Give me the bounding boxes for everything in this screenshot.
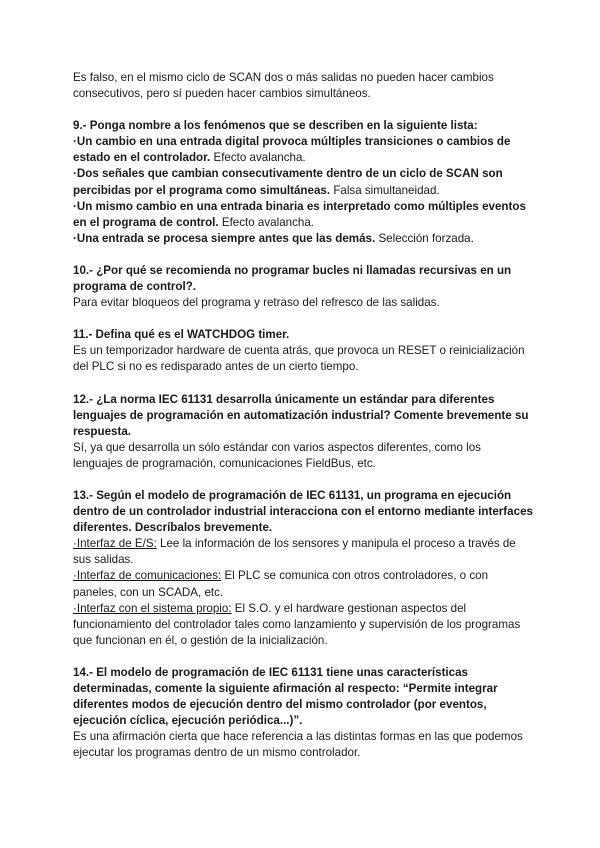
question-12-answer: Sí, ya que desarrolla un sólo estándar con varios aspectos diferentes, como los lenguajes de programación, comunicaciones FieldBus, etc. — [73, 440, 481, 470]
interface-label: ·Interfaz de E/S: — [73, 537, 157, 551]
item-question: ·Dos señales que cambian consecutivamente dentro de un ciclo de SCAN son percibidas por el programa como simultáneas. — [73, 167, 503, 197]
question-11 — [73, 327, 533, 375]
item-question: ·Un mismo cambio en una entrada binaria es interpretado como múltiples eventos en el programa de control. — [73, 199, 526, 229]
item-answer: Falsa simultaneidad. — [333, 183, 440, 197]
interface-text: El PLC se comunica con otros controladores, o con paneles, con un SCADA, etc. — [73, 569, 489, 599]
question-13 — [73, 488, 533, 649]
question-12 — [73, 392, 533, 472]
question-14 — [73, 665, 533, 762]
interface-item — [73, 536, 533, 568]
document-body — [73, 70, 533, 777]
question-9-title: 9.- Ponga nombre a los fenómenos que se describen en la siguiente lista: — [73, 119, 478, 133]
question-9 — [73, 118, 533, 247]
item-answer: Efecto avalancha. — [221, 215, 315, 229]
question-11-answer: Es un temporizador hardware de cuenta atrás, que provoca un RESET o reinicialización del PLC si no es redisparado antes de un cierto tiempo. — [73, 344, 525, 374]
item-question: ·Una entrada se procesa siempre antes que las demás. — [73, 231, 376, 245]
question-9-item — [73, 231, 533, 247]
item-question: ·Un cambio en una entrada digital provoca múltiples transiciones o cambios de estado en el controlador. — [73, 135, 511, 165]
interface-text: Lee la información de los sensores y manipula el proceso a través de sus salidas. — [73, 537, 516, 567]
intro-section — [73, 70, 533, 102]
question-14-answer: Es una afirmación cierta que hace referencia a las distintas formas en las que podemos ejecutar los programas dentro de un mismo controlador. — [73, 730, 523, 760]
item-answer: Selección forzada. — [378, 231, 474, 245]
question-10-answer: Para evitar bloqueos del programa y retraso del refresco de las salidas. — [73, 296, 440, 310]
interface-text: El S.O. y el hardware gestionan aspectos del funcionamiento del controlador tales como lanzamiento y supervisión de los programas que funcionan en él, o gestión de la inicialización. — [73, 601, 521, 647]
question-9-item — [73, 134, 533, 166]
question-13-title: 13.- Según el modelo de programación de IEC 61131, un programa en ejecución dentro de un controlador industrial interacciona con el entorno mediante interfaces diferentes. Descríbalos brevemente. — [73, 488, 533, 535]
interface-label: ·Interfaz de comunicaciones: — [73, 569, 222, 583]
interface-item — [73, 601, 533, 649]
question-10 — [73, 263, 533, 311]
question-10-title: 10.- ¿Por qué se recomienda no programar bucles ni llamadas recursivas en un programa de control?. — [73, 263, 512, 294]
question-12-title: 12.- ¿La norma IEC 61131 desarrolla únicamente un estándar para diferentes lenguajes de programación en automatización industrial? Comente brevemente su respuesta. — [73, 392, 529, 438]
question-11-title: 11.- Defina qué es el WATCHDOG timer. — [73, 328, 290, 342]
item-answer: Efecto avalancha. — [213, 151, 306, 165]
intro-text: Es falso, en el mismo ciclo de SCAN dos o más salidas no pueden hacer cambios consecutivos, pero sí pueden hacer cambios simultáneos. — [73, 71, 494, 101]
interface-item — [73, 568, 533, 600]
question-14-title: 14.- El modelo de programación de IEC 61131 tiene unas características determinadas, comente la siguiente afirmación al respecto: “Permite integrar diferentes modos de ejecución dentro del mismo controlador (por eventos, ejecución cíclica, ejecución periódica...)”. — [73, 665, 498, 728]
interface-label: ·Interfaz con el sistema propio: — [73, 601, 232, 615]
question-9-item — [73, 199, 533, 231]
question-9-item — [73, 166, 533, 198]
